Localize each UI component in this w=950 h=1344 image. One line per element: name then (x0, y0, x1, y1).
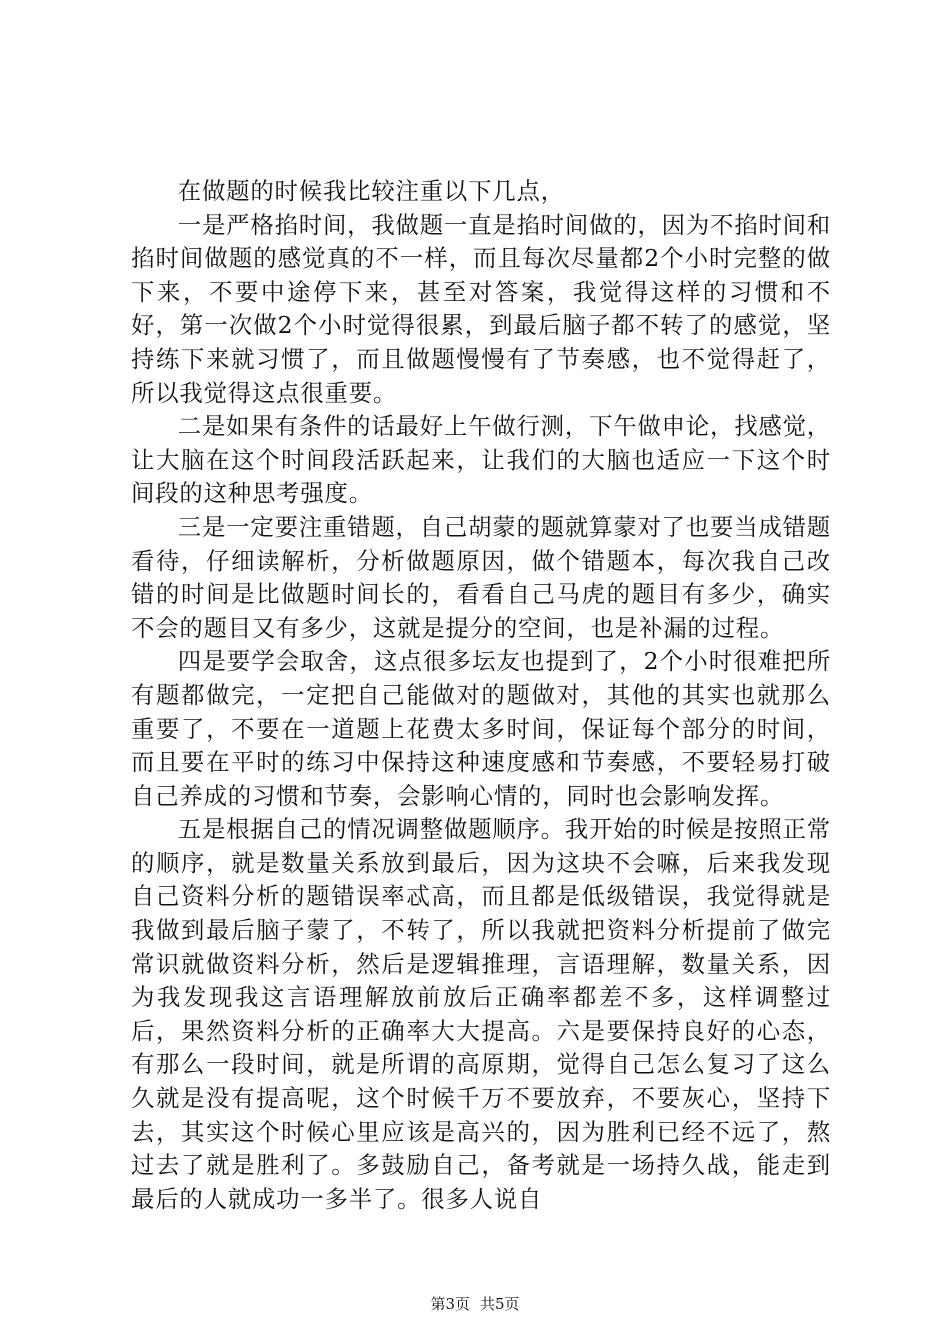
paragraph-point-3: 三是一定要注重错题，自己胡蒙的题就算蒙对了也要当成错题看待，仔细读解析，分析做题原因，做个错题本，每次我自己改错的时间是比做题时间长的，看看自己马虎的题目有多少，确实不会的题目又有多少，这就是提分的空间，也是补漏的过程。 (131, 512, 831, 642)
paragraph-intro: 在做题的时候我比较注重以下几点， (177, 177, 565, 205)
page-footer (0, 1294, 950, 1314)
paragraph-point-2: 二是如果有条件的话最好上午做行测，下午做申论，找感觉，让大脑在这个时间段活跃起来，让我们的大脑也适应一下这个时间段的这种思考强度。 (131, 412, 831, 508)
paragraph-point-4: 四是要学会取舍，这点很多坛友也提到了，2个小时很难把所有题都做完，一定把自己能做对的题做对，其他的其实也就那么重要了，不要在一道题上花费太多时间，保证每个部分的时间，而且要在平时的练习中保持这种速度感和节奏感，不要轻易打破自己养成的习惯和节奏，会影响心情的，同时也会影响发挥。 (131, 647, 831, 810)
document-body (131, 175, 831, 1216)
paragraph-point-5: 五是根据自己的情况调整做题顺序。我开始的时候是按照正常的顺序，就是数量关系放到最后，因为这块不会嘛，后来我发现自己资料分析的题错误率忒高，而且都是低级错误，我觉得就是我做到最后脑子蒙了，不转了，所以我就把资料分析提前了做完常识就做资料分析，然后是逻辑推理，言语理解，数量关系，因为我发现我这言语理解放前放后正确率都差不多，这样调整过后，果然资料分析的正确率大大提高。六是要保持良好的心态，有那么一段时间，就是所谓的高原期，觉得自己怎么复习了这么久就是没有提高呢，这个时候千万不要放弃，不要灰心，坚持下去，其实这个时候心里应该是高兴的，因为胜利已经不远了，熬过去了就是胜利了。多鼓励自己，备考就是一场持久战，能走到最后的人就成功一多半了。很多人说自 (131, 815, 831, 1213)
paragraph-point-1: 一是严格掐时间，我做题一直是掐时间做的，因为不掐时间和掐时间做题的感觉真的不一样，而且每次尽量都2个小时完整的做下来，不要中途停下来，甚至对答案，我觉得这样的习惯和不好，第一次做2个小时觉得很累，到最后脑子都不转了的感觉，坚持练下来就习惯了，而且做题慢慢有了节奏感，也不觉得赶了，所以我觉得这点很重要。 (131, 210, 831, 407)
page-number: 第3页 (430, 1295, 470, 1313)
page-total: 共5页 (480, 1295, 520, 1313)
